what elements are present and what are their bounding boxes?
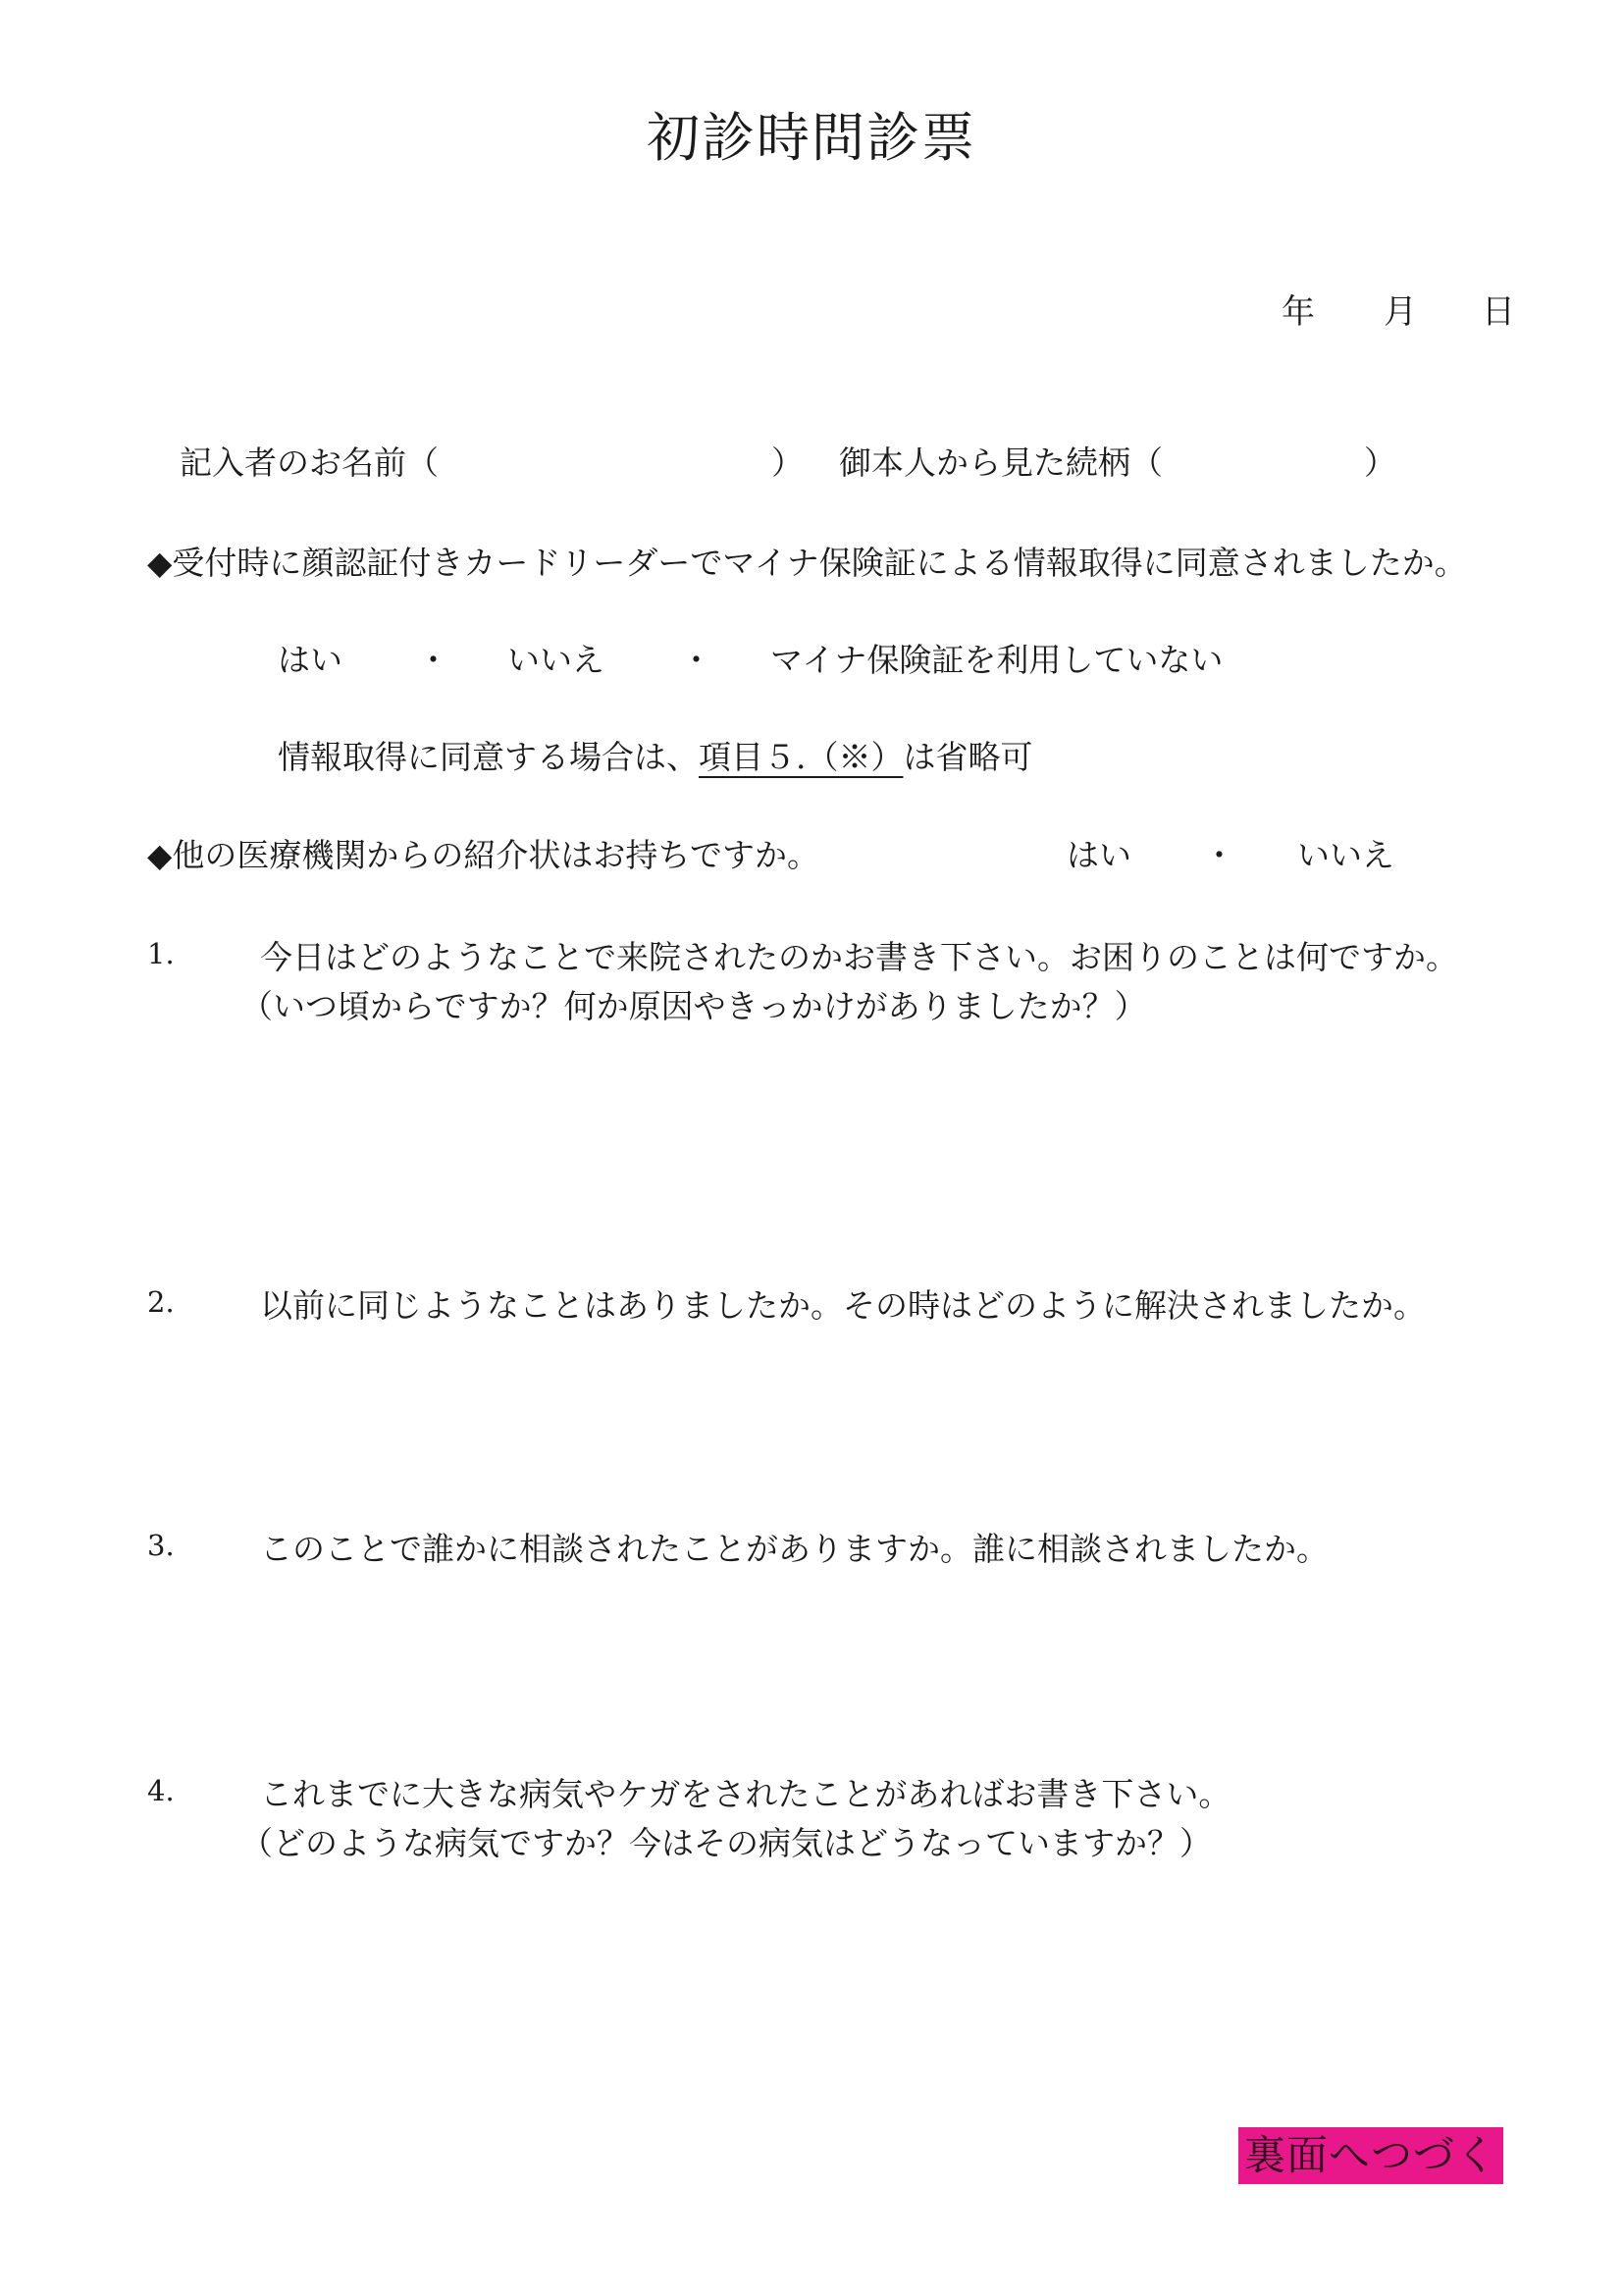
option-separator: ・ bbox=[1203, 836, 1235, 874]
mynacard-note-item-reference: 項目５.（※） bbox=[699, 738, 904, 776]
page-title: 初診時問診票 bbox=[647, 107, 976, 169]
question-2-text: 以前に同じようなことはありましたか。その時はどのように解決されましたか。 bbox=[260, 1286, 1426, 1325]
question-2-number: 2. bbox=[147, 1285, 175, 1319]
question-3-answer-area[interactable] bbox=[250, 1583, 1477, 1749]
referral-option-no[interactable]: いいえ bbox=[1297, 836, 1394, 874]
question-1-subtext: （いつ頃からですか？何か原因やきっかけがありましたか？） bbox=[240, 987, 1147, 1025]
mynacard-question: ◆受付時に顔認証付きカードリーダーでマイナ保険証による情報取得に同意されましたか。 bbox=[147, 544, 1467, 582]
respondent-name-field[interactable] bbox=[451, 432, 765, 475]
question-4-text: これまでに大きな病気やケガをされたことがあればお書き下さい。 bbox=[260, 1775, 1231, 1813]
continue-on-back-badge: 裏面へつづく bbox=[1238, 2127, 1503, 2184]
referral-option-yes[interactable]: はい bbox=[1067, 836, 1131, 874]
relation-close: ） bbox=[1364, 444, 1396, 482]
question-3-text: このことで誰かに相談されたことがありますか。誰に相談されましたか。 bbox=[260, 1530, 1329, 1568]
respondent-name-close: ） bbox=[771, 444, 804, 482]
question-3-number: 3. bbox=[147, 1529, 175, 1562]
question-1-number: 1. bbox=[147, 937, 175, 970]
date-year-label: 年 bbox=[1282, 292, 1315, 332]
mynacard-note-prefix: 情報取得に同意する場合は、 bbox=[278, 738, 699, 776]
mynacard-option-no[interactable]: いいえ bbox=[507, 641, 604, 679]
question-1-answer-area[interactable] bbox=[250, 1040, 1477, 1266]
relation-label: 御本人から見た続柄（ bbox=[839, 444, 1163, 482]
mynacard-option-yes[interactable]: はい bbox=[278, 641, 342, 679]
mynacard-note bbox=[278, 732, 1033, 778]
date-month-label: 月 bbox=[1384, 292, 1417, 332]
date-day-label: 日 bbox=[1482, 292, 1515, 332]
mynacard-option-not-using[interactable]: マイナ保険証を利用していない bbox=[770, 641, 1224, 679]
option-separator: ・ bbox=[680, 641, 712, 679]
relation-field[interactable] bbox=[1178, 432, 1354, 475]
question-4-answer-area[interactable] bbox=[250, 1877, 1477, 2093]
mynacard-note-suffix: は省略可 bbox=[903, 738, 1033, 776]
question-4-subtext: （どのような病気ですか？今はその病気はどうなっていますか？） bbox=[240, 1824, 1212, 1862]
question-4-number: 4. bbox=[147, 1774, 175, 1807]
question-1-text: 今日はどのようなことで来院されたのかお書き下さい。お困りのことは何ですか。 bbox=[260, 938, 1458, 976]
respondent-name-label: 記入者のお名前（ bbox=[180, 444, 439, 482]
option-separator: ・ bbox=[417, 641, 449, 679]
question-2-answer-area[interactable] bbox=[250, 1339, 1477, 1506]
referral-question: ◆他の医療機関からの紹介状はお持ちですか。 bbox=[147, 836, 820, 874]
